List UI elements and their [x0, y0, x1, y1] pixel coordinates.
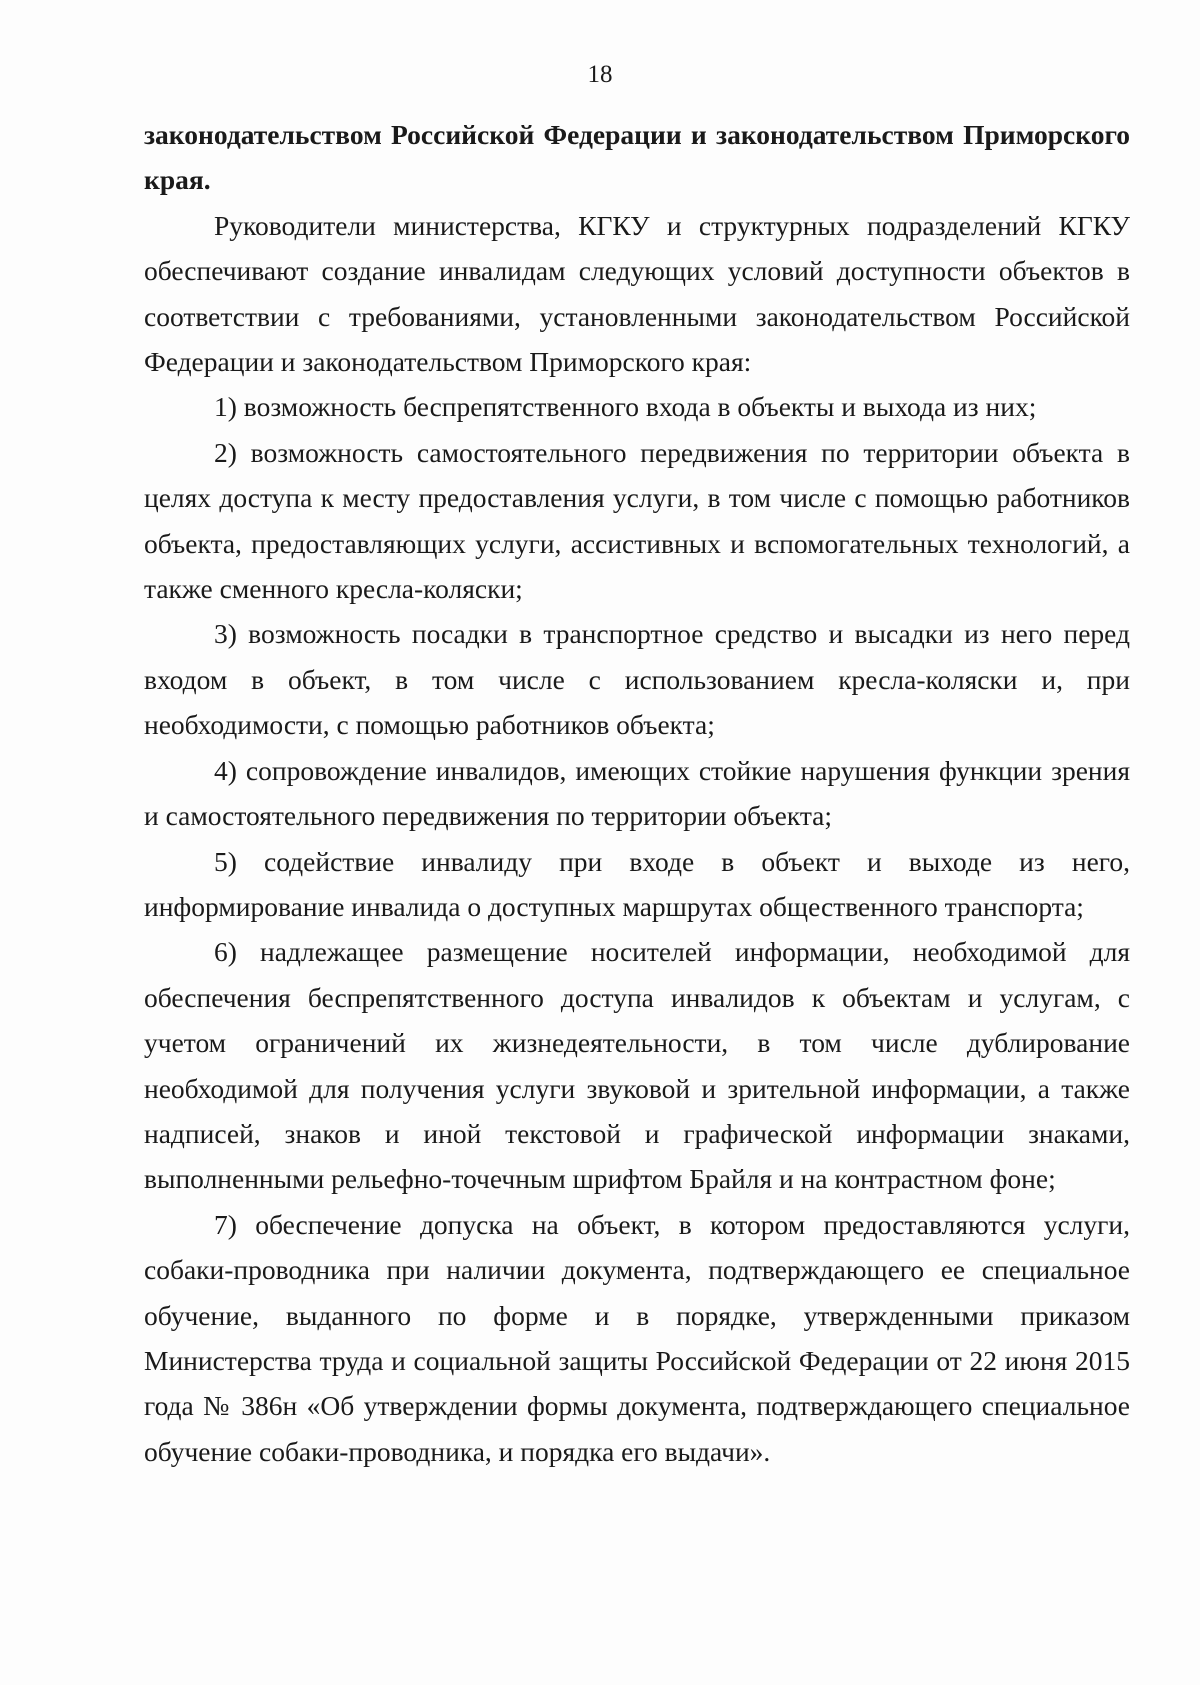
- list-item: 2) возможность самостоятельного передвижения по территории объекта в целях доступа к месту предоставления услуги, в том числе с помощью работников объекта, предоставляющих услуги, ассистивных и вспомогательных технологий, а также сменного кресла-коляски;: [144, 436, 1130, 605]
- continued-heading: законодательством Российской Федерации и законодательством Приморского края.: [144, 119, 1130, 196]
- list-item: 7) обеспечение допуска на объект, в котором предоставляются услуги, собаки-проводника при наличии документа, подтверждающего ее специальное обучение, выданного по форме и в порядке, утвержденными приказом Министерства труда и социальной защиты Российской Федерации от 22 июня 2015 года № 386н «Об утверждении формы документа, подтверждающего специальное обучение собаки-проводника, и порядка его выдачи».: [144, 1208, 1130, 1467]
- list-item: 6) надлежащее размещение носителей информации, необходимой для обеспечения беспрепятственного доступа инвалидов к объектам и услугам, с учетом ограничений их жизнедеятельности, в том числе дублирование необходимой для получения услуги звуковой и зрительной информации, а также надписей, знаков и иной текстовой и графической информации знаками, выполненными рельефно-точечным шрифтом Брайля и на контрастном фоне;: [144, 936, 1130, 1195]
- document-body: [144, 112, 1130, 1474]
- list-item: 3) возможность посадки в транспортное средство и высадки из него перед входом в объект, в том числе с использованием кресла-коляски и, при необходимости, с помощью работников объекта;: [144, 618, 1130, 741]
- list-item: 5) содействие инвалиду при входе в объект и выходе из него, информирование инвалида о доступных маршрутах общественного транспорта;: [144, 845, 1130, 922]
- page-number: 18: [587, 61, 613, 88]
- intro-paragraph: Руководители министерства, КГКУ и структурных подразделений КГКУ обеспечивают создание инвалидам следующих условий доступности объектов в соответствии с требованиями, установленными законодательством Российской Федерации и законодательством Приморского края:: [144, 209, 1130, 378]
- list-item: 4) сопровождение инвалидов, имеющих стойкие нарушения функции зрения и самостоятельного передвижения по территории объекта;: [144, 754, 1130, 832]
- list-item: 1) возможность беспрепятственного входа в объекты и выхода из них;: [214, 391, 1037, 423]
